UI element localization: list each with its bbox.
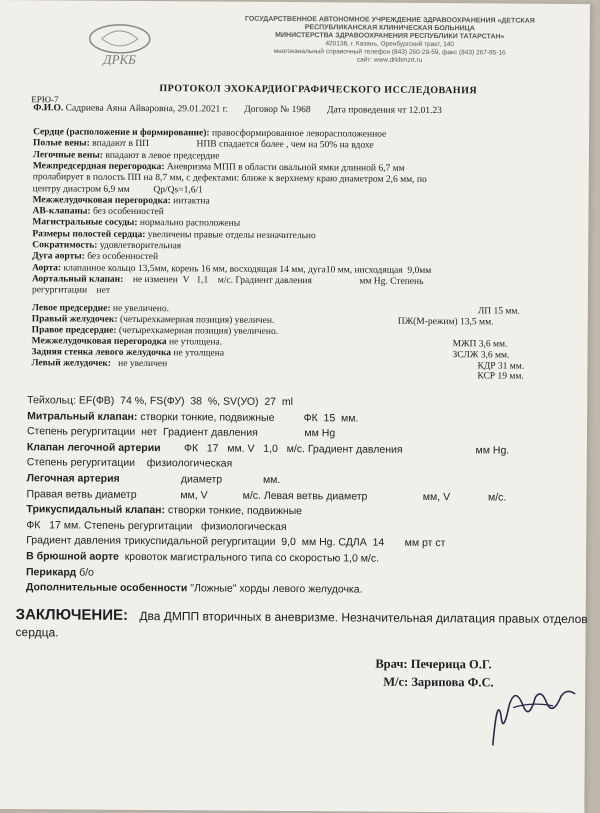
finding-row (26, 550, 379, 565)
patient-line (33, 103, 442, 117)
finding-label: Левое предсердие: (31, 303, 111, 314)
finding-text: регургитации нет (31, 285, 111, 296)
finding-row (32, 206, 163, 218)
hospital-line: ГОСУДАРСТВЕННОЕ АВТОНОМНОЕ УЧРЕЖДЕНИЕ ЗДРАВООХРАНЕНИЯ «ДЕТСКАЯ РЕСПУБЛИКАНСКАЯ КЛИНИЧЕСКАЯ БОЛЬНИЦА (244, 15, 535, 33)
finding-text: кровоток магистрального типа со скоростью 1,0 м/с. (118, 550, 380, 565)
finding-text: (четырехкамерная позиция) увеличено. (116, 325, 279, 337)
finding-label: Сократимость: (32, 240, 98, 251)
finding-text: б/о (76, 566, 94, 579)
finding-text: (четырехкамерная позиция) увеличен. (117, 314, 275, 326)
finding-text: створки тонкие, подвижные (164, 504, 303, 518)
finding-text: клапанное кольцо 13,5мм, корень 16 мм, восходящая 14 мм, дуга10 мм, нисходящая 9,0мм (61, 263, 432, 276)
finding-measurement: КДР 31 мм. (477, 360, 525, 372)
finding-row (26, 519, 286, 534)
finding-text: не увеличено. (110, 303, 170, 315)
finding-label: Легочная артерия (26, 472, 120, 485)
finding-label: АВ-клапаны: (32, 206, 91, 217)
finding-row (27, 410, 358, 425)
finding-label: В брюшной аорте (26, 550, 119, 563)
hospital-line: сайт: www.drkbmzrt.ru (356, 56, 423, 64)
finding-text: ФК 17 мм. V 1,0 м/с. Градиент давления мм Hg. (160, 441, 510, 457)
finding-row (27, 457, 233, 471)
finding-text: центру диастром 6,9 мм Qp/Qs=1,6/1 (32, 183, 203, 195)
finding-text: не изменен V 1,1 м/с. Градиент давления мм Hg. Степень (123, 274, 424, 287)
finding-text: правосформированное леворасположенное (209, 128, 387, 140)
finding-label: Дополнительные особенности (25, 581, 188, 595)
doctor-signature-line: Врач: Печерица О.Г. (375, 656, 492, 672)
finding-text: впадают в ПП НПВ спадается более , чем на 50% на вдохе (89, 138, 374, 151)
patient-name: Садриева Аяна Айваровна, 29.01.2021 г. (65, 103, 228, 115)
finding-label: Межпредсердная перегородка: (32, 161, 165, 173)
finding-text: диаметр мм. (119, 472, 281, 486)
finding-text: без особенностей (84, 251, 159, 263)
finding-label: Задняя стенка левого желудочка (31, 346, 172, 358)
finding-measurement: КСР 19 мм. (477, 371, 524, 383)
conclusion-heading: ЗАКЛЮЧЕНИЕ: (15, 606, 129, 624)
finding-label: Магистральные сосуды: (32, 217, 138, 229)
finding-label: Дуга аорты: (32, 251, 85, 262)
finding-row (26, 581, 363, 596)
finding-text: пролабирует в полость ПП на 8,7 мм, с дефектами: ближе к верхнему краю диаметром 2,6 мм, по (32, 172, 427, 186)
finding-text: ФК 17 мм. Степень регургитации физиологическая (26, 518, 287, 533)
finding-label: Аорта: (32, 262, 62, 274)
finding-row (26, 503, 302, 518)
handwritten-signature-icon (483, 675, 584, 756)
finding-label: Сердце (расположение и формирование): (33, 127, 210, 139)
finding-measurement: МЖП 3,6 мм. (452, 338, 508, 350)
finding-text: без особенностей (90, 206, 164, 218)
finding-text: створки тонкие, подвижные ФК 15 мм. (137, 410, 359, 425)
finding-row (27, 441, 509, 457)
finding-text: Правая ветвь диаметр мм, V м/с. Левая ветвь диаметр мм, V м/с. (26, 487, 507, 504)
finding-text: Тейхольц: EF(ФВ) 74 %, FS(ФУ) 38 %, SV(УО) 27 ml (27, 394, 293, 409)
finding-row (33, 150, 220, 162)
finding-row (27, 394, 293, 409)
finding-label: Аортальный клапан: (32, 274, 124, 285)
contract-number: Договор № 1968 (244, 104, 311, 116)
finding-label: Клапан легочной артерии (26, 440, 161, 454)
finding-text: Степень регургитации физиологическая (26, 456, 233, 471)
finding-label: Легочные вены: (32, 149, 104, 161)
finding-row (26, 535, 445, 551)
exam-date: Дата проведения чт 12.01.23 (326, 105, 442, 117)
finding-row (31, 358, 167, 370)
finding-label: Межжелудочковая перегородка: (32, 195, 171, 206)
logo-text: ДРКБ (103, 51, 136, 67)
finding-text: увеличены правые отделы незначительно (145, 229, 316, 241)
hospital-logo-icon (80, 19, 160, 68)
form-code: ЕРЮ-7 (31, 94, 59, 105)
finding-text: Аневризма МПП в области овальной ямки длинной 6,7 мм (164, 162, 405, 174)
conclusion-text: Два ДМПП вторичных в аневризме. Незначительная дилатация правых отделов сердца. (15, 608, 588, 640)
finding-text: нормально расположены (137, 218, 241, 230)
finding-label: Размеры полостей сердца: (32, 228, 146, 240)
finding-label: Правый желудочек: (31, 314, 118, 325)
finding-label: Митральный клапан: (27, 409, 138, 423)
finding-row (33, 184, 203, 196)
finding-text: не утолщена (171, 347, 225, 359)
finding-text: Степень регургитации нет Градиент давления мм Hg (26, 425, 336, 440)
finding-label: Межжелудочковая перегородка (31, 335, 167, 347)
hospital-line: МИНИСТЕРСТВА ЗДРАВООХРАНЕНИЯ РЕСПУБЛИКИ ТАТАРСТАН» (275, 31, 505, 41)
finding-text: удовлетворительная (97, 240, 182, 252)
nurse-signature-line: М/с: Зарипова Ф.С. (383, 674, 494, 690)
finding-label: Правое предсердие: (31, 325, 117, 336)
hospital-line: 420138, г. Казань, Оренбургский тракт, 140 (325, 40, 454, 49)
conclusion (16, 606, 591, 645)
fio-label: Ф.И.О. (33, 103, 64, 114)
finding-text: впадают в левое предсердие (102, 150, 220, 162)
finding-text: Градиент давления трикуспидальной регургитации 9,0 мм Hg. СДЛА 14 мм рт ст (26, 534, 446, 550)
finding-label: Перикард (25, 565, 77, 579)
finding-text: не увеличен (111, 358, 168, 369)
finding-row (26, 566, 94, 579)
finding-measurement: ПЖ(М-режим) 13,5 мм. (397, 316, 494, 328)
finding-text: интактна (170, 195, 210, 207)
finding-row (32, 285, 110, 297)
finding-text: "Ложные" хорды левого желудочка. (187, 582, 363, 596)
finding-row (32, 252, 158, 264)
document-title: ПРОТОКОЛ ЭХОКАРДИОГРАФИЧЕСКОГО ИССЛЕДОВАНИЯ (159, 83, 478, 97)
finding-label: Полые вены: (32, 138, 90, 149)
hospital-header (210, 15, 570, 66)
hospital-line: многоканальный справочный телефон (843) 260-29-59, факс (843) 267-85-16 (273, 47, 506, 57)
finding-label: Трикуспидальный клапан: (26, 503, 166, 517)
finding-row (27, 425, 335, 440)
finding-row (27, 472, 281, 487)
finding-measurement: ЛП 15 мм. (477, 306, 520, 317)
finding-row (27, 488, 507, 504)
finding-text: не утолщена. (166, 336, 223, 348)
finding-label: Левый желудочек: (31, 357, 112, 369)
finding-measurement: ЗСЛЖ 3,6 мм. (452, 349, 510, 361)
